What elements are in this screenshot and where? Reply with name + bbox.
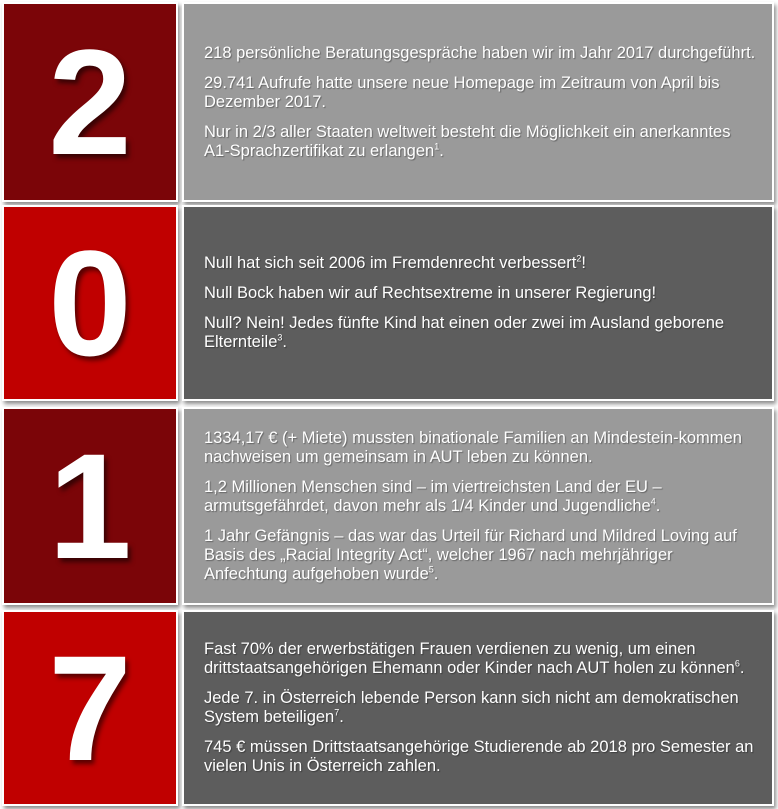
fact-text: 1 Jahr Gefängnis – das war das Urteil für Richard und Mildred Loving auf Basis des „Racial Integrity Act“, welcher 1967 nach mehrjähriger Anfechtung aufgehoben wurde$^5$.	[204, 526, 737, 583]
digit-tile-1	[2, 407, 178, 605]
digit-1: 1	[48, 422, 132, 590]
fact-text: Null? Nein! Jedes fünfte Kind hat einen oder zwei im Ausland geborene Elternteile$^3$.	[204, 314, 725, 351]
digit-tile-2	[2, 2, 178, 202]
digit-0: 0	[48, 219, 132, 387]
digit-tile-7	[2, 610, 178, 806]
facts-panel-0	[182, 205, 774, 401]
fact-text: Null hat sich seit 2006 im Fremdenrecht verbessert$^2$!	[204, 253, 586, 272]
fact-text: 745 € müssen Drittstaatsangehörige Studierende ab 2018 pro Semester an vielen Unis in Österreich zahlen.	[204, 738, 754, 775]
fact-text: 1334,17 € (+ Miete) mussten binationale Familien an Mindestein-kommen nachweisen um gemeinsam in AUT leben zu können.	[204, 428, 742, 466]
facts-panel-2	[182, 2, 774, 202]
footnote-marker: 3	[277, 332, 283, 343]
fact-text: Jede 7. in Österreich lebende Person kann sich nicht am demokratischen System beteiligen$^7$.	[204, 689, 739, 726]
digit-2: 2	[48, 18, 132, 186]
facts-panel-7	[182, 610, 774, 806]
footnote-marker: 2	[576, 253, 582, 264]
fact-text: 29.741 Aufrufe hatte unsere neue Homepage im Zeitraum von April bis Dezember 2017.	[204, 73, 720, 111]
fact-text: Nur in 2/3 aller Staaten weltweit besteht die Möglichkeit ein anerkanntes A1-Sprachzertifikat zu erlangen$^1$.	[204, 122, 731, 160]
footnote-marker: 1	[434, 141, 440, 151]
digit-tile-0	[2, 205, 178, 401]
facts-panel-1	[182, 407, 774, 605]
footnote-marker: 7	[334, 707, 340, 718]
fact-text: 1,2 Millionen Menschen sind – im viertreichsten Land der EU – armutsgefährdet, davon mehr als 1/4 Kinder und Jugendliche$^4$.	[204, 477, 662, 515]
fact-text: 218 persönliche Beratungsgespräche haben wir im Jahr 2017 durchgeführt.	[204, 43, 756, 62]
footnote-marker: 6	[734, 658, 740, 669]
fact-text: Fast 70% der erwerbstätigen Frauen verdienen zu wenig, um einen drittstaatsangehörigen Ehemann oder Kinder nach AUT holen zu können$^6$.	[204, 640, 745, 677]
fact-text: Null Bock haben wir auf Rechtsextreme in unserer Regierung!	[204, 284, 657, 302]
footnote-marker: 4	[650, 496, 656, 506]
digit-7: 7	[48, 624, 132, 792]
footnote-marker: 5	[428, 564, 434, 574]
